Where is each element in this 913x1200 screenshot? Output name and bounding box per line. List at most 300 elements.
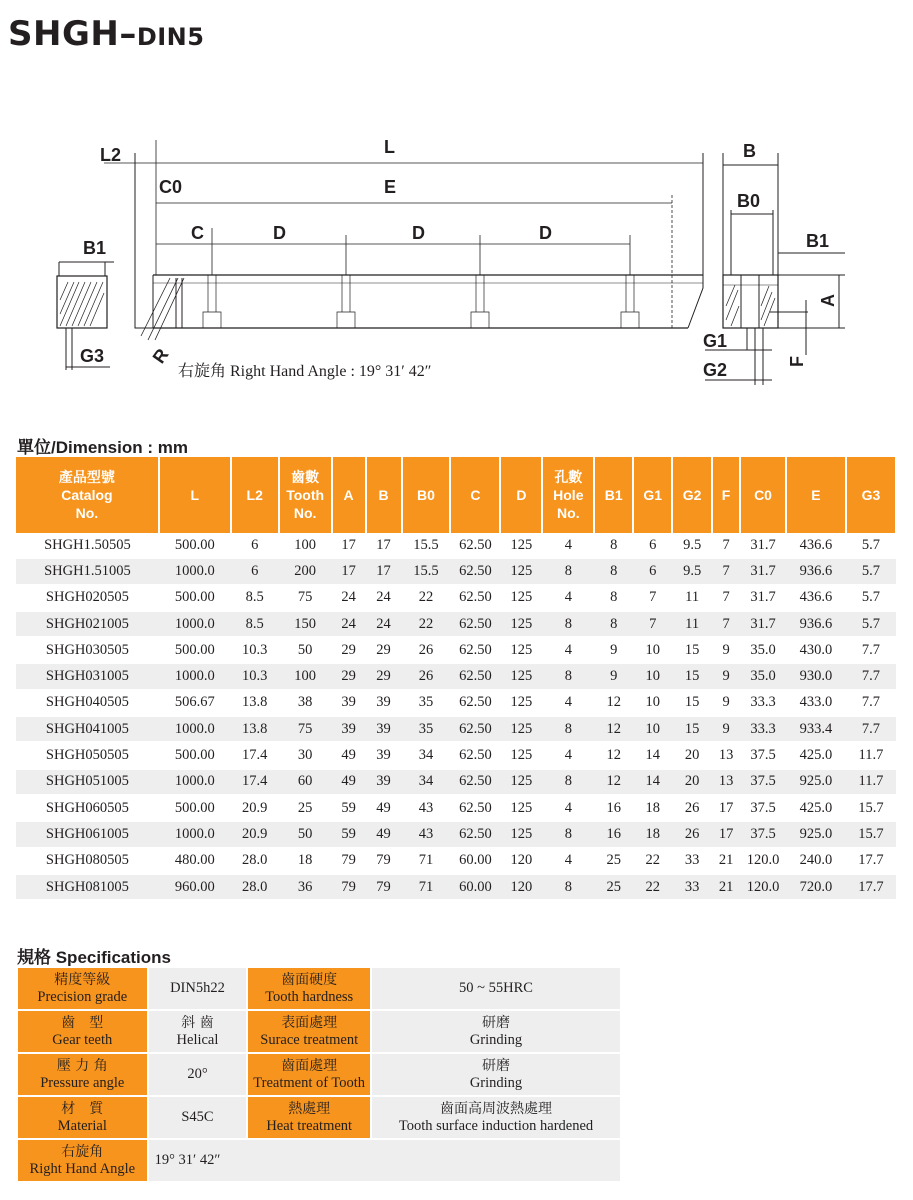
- table-cell: 31.7: [740, 533, 786, 558]
- table-cell: SHGH041005: [16, 716, 159, 742]
- table-cell: 6: [633, 558, 672, 584]
- column-header: B0: [402, 457, 451, 533]
- table-cell: 12: [594, 690, 633, 716]
- table-cell: 13.8: [231, 716, 279, 742]
- table-cell: 100: [279, 663, 332, 689]
- table-row: [16, 769, 896, 795]
- treatment-of-tooth-value: 研磨 Grinding: [371, 1053, 621, 1096]
- table-cell: 39: [366, 742, 402, 768]
- column-header: 齒數 Tooth No.: [279, 457, 332, 533]
- column-header: L2: [231, 457, 279, 533]
- table-cell: 125: [500, 663, 542, 689]
- label-B1-right: B1: [806, 231, 830, 251]
- table-cell: 1000.0: [159, 663, 231, 689]
- table-cell: 18: [633, 795, 672, 821]
- table-cell: 35.0: [740, 637, 786, 663]
- table-cell: 7: [712, 533, 740, 558]
- table-cell: 4: [542, 637, 594, 663]
- table-cell: 71: [402, 848, 451, 874]
- table-cell: 30: [279, 742, 332, 768]
- table-cell: 37.5: [740, 742, 786, 768]
- table-cell: SHGH081005: [16, 874, 159, 900]
- table-cell: 14: [633, 742, 672, 768]
- table-cell: 125: [500, 585, 542, 611]
- table-cell: 29: [366, 637, 402, 663]
- table-cell: 35.0: [740, 663, 786, 689]
- table-cell: 6: [231, 533, 279, 558]
- precision-grade-value: DIN5h22: [148, 967, 248, 1010]
- label-A: A: [818, 294, 838, 307]
- table-cell: 79: [366, 848, 402, 874]
- table-cell: 7: [633, 585, 672, 611]
- rack-technical-drawing: [0, 125, 913, 385]
- table-cell: SHGH031005: [16, 663, 159, 689]
- table-cell: 28.0: [231, 874, 279, 900]
- table-cell: 4: [542, 848, 594, 874]
- table-cell: 10.3: [231, 663, 279, 689]
- table-cell: 120.0: [740, 848, 786, 874]
- table-cell: 33.3: [740, 690, 786, 716]
- table-cell: 1000.0: [159, 769, 231, 795]
- table-cell: 22: [633, 874, 672, 900]
- specifications-table: [16, 966, 622, 1183]
- table-cell: 125: [500, 533, 542, 558]
- column-header: 產品型號 Catalog No.: [16, 457, 159, 533]
- table-row: [16, 874, 896, 900]
- table-cell: 5.7: [846, 585, 896, 611]
- table-row: [16, 585, 896, 611]
- table-row: [16, 611, 896, 637]
- table-cell: 33.3: [740, 716, 786, 742]
- table-cell: 7: [712, 611, 740, 637]
- table-cell: 24: [366, 611, 402, 637]
- table-cell: 17: [712, 795, 740, 821]
- table-cell: SHGH1.50505: [16, 533, 159, 558]
- table-cell: 9: [712, 690, 740, 716]
- column-header: A: [332, 457, 366, 533]
- table-cell: 500.00: [159, 637, 231, 663]
- table-cell: 49: [332, 742, 366, 768]
- table-cell: 62.50: [450, 663, 500, 689]
- table-cell: 11: [672, 611, 712, 637]
- table-cell: 125: [500, 558, 542, 584]
- label-D3: D: [539, 223, 552, 243]
- table-row: [16, 533, 896, 558]
- table-cell: 34: [402, 742, 451, 768]
- column-header: G3: [846, 457, 896, 533]
- table-cell: 22: [402, 611, 451, 637]
- table-cell: 13.8: [231, 690, 279, 716]
- table-cell: 24: [366, 585, 402, 611]
- table-cell: 10: [633, 716, 672, 742]
- table-cell: 79: [332, 848, 366, 874]
- table-cell: 31.7: [740, 585, 786, 611]
- table-row: [16, 848, 896, 874]
- table-cell: 60.00: [450, 848, 500, 874]
- table-cell: 7.7: [846, 637, 896, 663]
- table-cell: 8: [594, 558, 633, 584]
- table-cell: 26: [672, 821, 712, 847]
- gear-teeth-label: 齒 型 Gear teeth: [17, 1010, 148, 1053]
- table-cell: 4: [542, 795, 594, 821]
- label-B0: B0: [737, 191, 761, 211]
- table-cell: 50: [279, 637, 332, 663]
- label-F: F: [787, 356, 807, 367]
- table-cell: 15.7: [846, 821, 896, 847]
- table-cell: SHGH061005: [16, 821, 159, 847]
- table-cell: 62.50: [450, 611, 500, 637]
- table-cell: 62.50: [450, 533, 500, 558]
- table-cell: 17: [366, 558, 402, 584]
- table-cell: 7: [712, 558, 740, 584]
- table-cell: 120.0: [740, 874, 786, 900]
- label-C0: C0: [159, 177, 183, 197]
- treatment-of-tooth-label: 齒面處理 Treatment of Tooth: [247, 1053, 371, 1096]
- page-title: SHGH–DIN5: [8, 14, 205, 54]
- table-cell: 7.7: [846, 690, 896, 716]
- table-cell: 925.0: [786, 821, 846, 847]
- table-cell: 8.5: [231, 611, 279, 637]
- spec-section-title: 規格 Specifications: [17, 948, 171, 967]
- table-cell: 240.0: [786, 848, 846, 874]
- table-cell: SHGH021005: [16, 611, 159, 637]
- column-header: G1: [633, 457, 672, 533]
- table-cell: 17.4: [231, 769, 279, 795]
- table-cell: 39: [366, 716, 402, 742]
- table-cell: 20.9: [231, 821, 279, 847]
- table-cell: 18: [633, 821, 672, 847]
- table-cell: 1000.0: [159, 716, 231, 742]
- table-cell: 26: [402, 637, 451, 663]
- table-cell: 100: [279, 533, 332, 558]
- table-cell: 37.5: [740, 769, 786, 795]
- heat-treatment-label: 熱處理 Heat treatment: [247, 1096, 371, 1139]
- table-cell: 8: [542, 663, 594, 689]
- table-cell: 29: [332, 663, 366, 689]
- table-cell: 5.7: [846, 558, 896, 584]
- label-D2: D: [412, 223, 425, 243]
- table-cell: 120: [500, 848, 542, 874]
- table-cell: 13: [712, 742, 740, 768]
- table-cell: 62.50: [450, 558, 500, 584]
- table-cell: 43: [402, 795, 451, 821]
- table-cell: 933.4: [786, 716, 846, 742]
- table-cell: 15: [672, 663, 712, 689]
- table-cell: 8: [542, 558, 594, 584]
- table-cell: 25: [279, 795, 332, 821]
- table-cell: 7: [712, 585, 740, 611]
- label-B1-left: B1: [83, 238, 107, 258]
- column-header: F: [712, 457, 740, 533]
- table-cell: 17: [712, 821, 740, 847]
- column-header: B1: [594, 457, 633, 533]
- table-row: [16, 742, 896, 768]
- table-cell: 9.5: [672, 558, 712, 584]
- table-cell: 33: [672, 848, 712, 874]
- table-cell: 17: [332, 558, 366, 584]
- table-cell: 49: [332, 769, 366, 795]
- heat-treatment-value: 齒面高周波熱處理 Tooth surface induction hardened: [371, 1096, 621, 1139]
- dimension-table-header: [16, 457, 896, 533]
- table-cell: 8: [542, 716, 594, 742]
- table-cell: 200: [279, 558, 332, 584]
- pressure-angle-label: 壓 力 角 Pressure angle: [17, 1053, 148, 1096]
- table-cell: 16: [594, 821, 633, 847]
- column-header: 孔數 Hole No.: [542, 457, 594, 533]
- table-cell: 9: [712, 716, 740, 742]
- table-cell: 33: [672, 874, 712, 900]
- table-cell: 11.7: [846, 742, 896, 768]
- table-cell: 6: [633, 533, 672, 558]
- table-cell: 436.6: [786, 533, 846, 558]
- surface-treatment-label: 表面處理 Surace treatment: [247, 1010, 371, 1053]
- table-cell: 39: [332, 716, 366, 742]
- label-D1: D: [273, 223, 286, 243]
- table-cell: SHGH030505: [16, 637, 159, 663]
- table-cell: 17.4: [231, 742, 279, 768]
- label-G1: G1: [703, 331, 728, 351]
- table-cell: 150: [279, 611, 332, 637]
- table-cell: 22: [402, 585, 451, 611]
- table-cell: 62.50: [450, 585, 500, 611]
- table-cell: 24: [332, 611, 366, 637]
- table-cell: 10: [633, 663, 672, 689]
- table-cell: 35: [402, 690, 451, 716]
- table-cell: 62.50: [450, 795, 500, 821]
- table-cell: 4: [542, 585, 594, 611]
- table-cell: 49: [366, 795, 402, 821]
- table-cell: 433.0: [786, 690, 846, 716]
- table-cell: 5.7: [846, 533, 896, 558]
- table-cell: 11: [672, 585, 712, 611]
- table-cell: 17: [366, 533, 402, 558]
- table-cell: 15: [672, 637, 712, 663]
- table-cell: SHGH051005: [16, 769, 159, 795]
- precision-grade-label: 精度等級 Precision grade: [17, 967, 148, 1010]
- table-cell: 62.50: [450, 742, 500, 768]
- label-G3: G3: [80, 346, 105, 366]
- table-cell: 4: [542, 533, 594, 558]
- table-cell: 8.5: [231, 585, 279, 611]
- table-cell: 62.50: [450, 690, 500, 716]
- gear-teeth-value: 斜 齒 Helical: [148, 1010, 248, 1053]
- table-cell: 60.00: [450, 874, 500, 900]
- table-cell: 7: [633, 611, 672, 637]
- surface-treatment-value: 研磨 Grinding: [371, 1010, 621, 1053]
- table-cell: 10.3: [231, 637, 279, 663]
- table-cell: 79: [366, 874, 402, 900]
- table-cell: 62.50: [450, 821, 500, 847]
- table-cell: 125: [500, 637, 542, 663]
- table-cell: 10: [633, 690, 672, 716]
- table-cell: 15: [672, 690, 712, 716]
- table-cell: 17.7: [846, 874, 896, 900]
- table-cell: 500.00: [159, 585, 231, 611]
- table-cell: 125: [500, 742, 542, 768]
- table-cell: 62.50: [450, 769, 500, 795]
- table-cell: 930.0: [786, 663, 846, 689]
- table-cell: 39: [366, 769, 402, 795]
- table-cell: 22: [633, 848, 672, 874]
- table-cell: 13: [712, 769, 740, 795]
- table-cell: 24: [332, 585, 366, 611]
- table-cell: 10: [633, 637, 672, 663]
- table-cell: 125: [500, 716, 542, 742]
- table-cell: SHGH050505: [16, 742, 159, 768]
- table-cell: 12: [594, 716, 633, 742]
- column-header: C: [450, 457, 500, 533]
- table-cell: 62.50: [450, 637, 500, 663]
- table-row: [16, 637, 896, 663]
- table-cell: 1000.0: [159, 821, 231, 847]
- table-row: [16, 558, 896, 584]
- table-cell: 500.00: [159, 533, 231, 558]
- table-cell: 125: [500, 795, 542, 821]
- table-cell: 15.7: [846, 795, 896, 821]
- table-cell: 34: [402, 769, 451, 795]
- table-cell: 37.5: [740, 821, 786, 847]
- table-cell: 9: [712, 637, 740, 663]
- dimension-table: [16, 457, 897, 901]
- right-hand-angle-caption: 右旋角 Right Hand Angle : 19° 31′ 42″: [178, 363, 432, 380]
- table-cell: 39: [366, 690, 402, 716]
- label-G2: G2: [703, 360, 728, 380]
- label-E: E: [384, 177, 397, 197]
- table-cell: 36: [279, 874, 332, 900]
- table-cell: 31.7: [740, 611, 786, 637]
- table-cell: 9: [594, 637, 633, 663]
- table-cell: 17.7: [846, 848, 896, 874]
- table-cell: 9: [712, 663, 740, 689]
- table-cell: SHGH080505: [16, 848, 159, 874]
- table-cell: 7.7: [846, 716, 896, 742]
- table-cell: 8: [542, 769, 594, 795]
- table-cell: 62.50: [450, 716, 500, 742]
- label-R: R: [148, 344, 173, 368]
- table-cell: 38: [279, 690, 332, 716]
- table-cell: 8: [542, 611, 594, 637]
- column-header: B: [366, 457, 402, 533]
- table-cell: 960.00: [159, 874, 231, 900]
- table-cell: 430.0: [786, 637, 846, 663]
- table-cell: 21: [712, 874, 740, 900]
- table-cell: 925.0: [786, 769, 846, 795]
- table-cell: 7.7: [846, 663, 896, 689]
- table-cell: 75: [279, 585, 332, 611]
- label-L2: L2: [100, 145, 122, 165]
- table-cell: 20.9: [231, 795, 279, 821]
- table-row: [16, 795, 896, 821]
- table-cell: SHGH020505: [16, 585, 159, 611]
- table-cell: 16: [594, 795, 633, 821]
- table-cell: 15.5: [402, 558, 451, 584]
- table-cell: 79: [332, 874, 366, 900]
- table-cell: SHGH060505: [16, 795, 159, 821]
- table-cell: 720.0: [786, 874, 846, 900]
- table-cell: 4: [542, 690, 594, 716]
- table-cell: 425.0: [786, 795, 846, 821]
- table-cell: 500.00: [159, 795, 231, 821]
- column-header: D: [500, 457, 542, 533]
- table-cell: 50: [279, 821, 332, 847]
- tooth-hardness-label: 齒面硬度 Tooth hardness: [247, 967, 371, 1010]
- table-cell: 28.0: [231, 848, 279, 874]
- table-cell: 120: [500, 874, 542, 900]
- table-cell: 20: [672, 769, 712, 795]
- table-cell: 8: [594, 585, 633, 611]
- dimension-section-title: 單位/Dimension : mm: [17, 438, 188, 457]
- table-cell: 125: [500, 821, 542, 847]
- right-hand-angle-label: 右旋角 Right Hand Angle: [17, 1139, 148, 1182]
- table-cell: SHGH1.51005: [16, 558, 159, 584]
- table-cell: 60: [279, 769, 332, 795]
- table-cell: 936.6: [786, 558, 846, 584]
- table-row: [16, 821, 896, 847]
- right-hand-angle-value: 19° 31′ 42″: [148, 1139, 621, 1182]
- table-cell: 425.0: [786, 742, 846, 768]
- table-cell: 17: [332, 533, 366, 558]
- table-cell: 59: [332, 821, 366, 847]
- table-cell: 500.00: [159, 742, 231, 768]
- table-cell: 29: [366, 663, 402, 689]
- label-B: B: [743, 141, 756, 161]
- table-cell: 8: [594, 611, 633, 637]
- table-cell: 9: [594, 663, 633, 689]
- column-header: C0: [740, 457, 786, 533]
- material-label: 材 質 Material: [17, 1096, 148, 1139]
- table-cell: 4: [542, 742, 594, 768]
- table-cell: 75: [279, 716, 332, 742]
- table-cell: 26: [672, 795, 712, 821]
- table-cell: 14: [633, 769, 672, 795]
- column-header: E: [786, 457, 846, 533]
- table-cell: 31.7: [740, 558, 786, 584]
- table-cell: 125: [500, 690, 542, 716]
- table-cell: 6: [231, 558, 279, 584]
- table-cell: 71: [402, 874, 451, 900]
- table-cell: 12: [594, 769, 633, 795]
- pressure-angle-value: 20°: [148, 1053, 248, 1096]
- table-cell: 436.6: [786, 585, 846, 611]
- table-cell: 8: [542, 821, 594, 847]
- table-cell: 1000.0: [159, 611, 231, 637]
- table-cell: 936.6: [786, 611, 846, 637]
- table-cell: 29: [332, 637, 366, 663]
- table-cell: 15: [672, 716, 712, 742]
- table-cell: 480.00: [159, 848, 231, 874]
- table-cell: 21: [712, 848, 740, 874]
- table-cell: 5.7: [846, 611, 896, 637]
- table-row: [16, 663, 896, 689]
- table-cell: 26: [402, 663, 451, 689]
- table-cell: 35: [402, 716, 451, 742]
- label-C: C: [191, 223, 204, 243]
- table-cell: 1000.0: [159, 558, 231, 584]
- table-cell: 39: [332, 690, 366, 716]
- table-cell: 8: [542, 874, 594, 900]
- table-cell: 12: [594, 742, 633, 768]
- table-cell: 8: [594, 533, 633, 558]
- table-cell: 25: [594, 848, 633, 874]
- table-cell: 506.67: [159, 690, 231, 716]
- table-row: [16, 690, 896, 716]
- table-cell: 125: [500, 611, 542, 637]
- table-cell: 15.5: [402, 533, 451, 558]
- table-cell: 25: [594, 874, 633, 900]
- table-row: [16, 716, 896, 742]
- label-L: L: [384, 137, 395, 157]
- table-cell: 20: [672, 742, 712, 768]
